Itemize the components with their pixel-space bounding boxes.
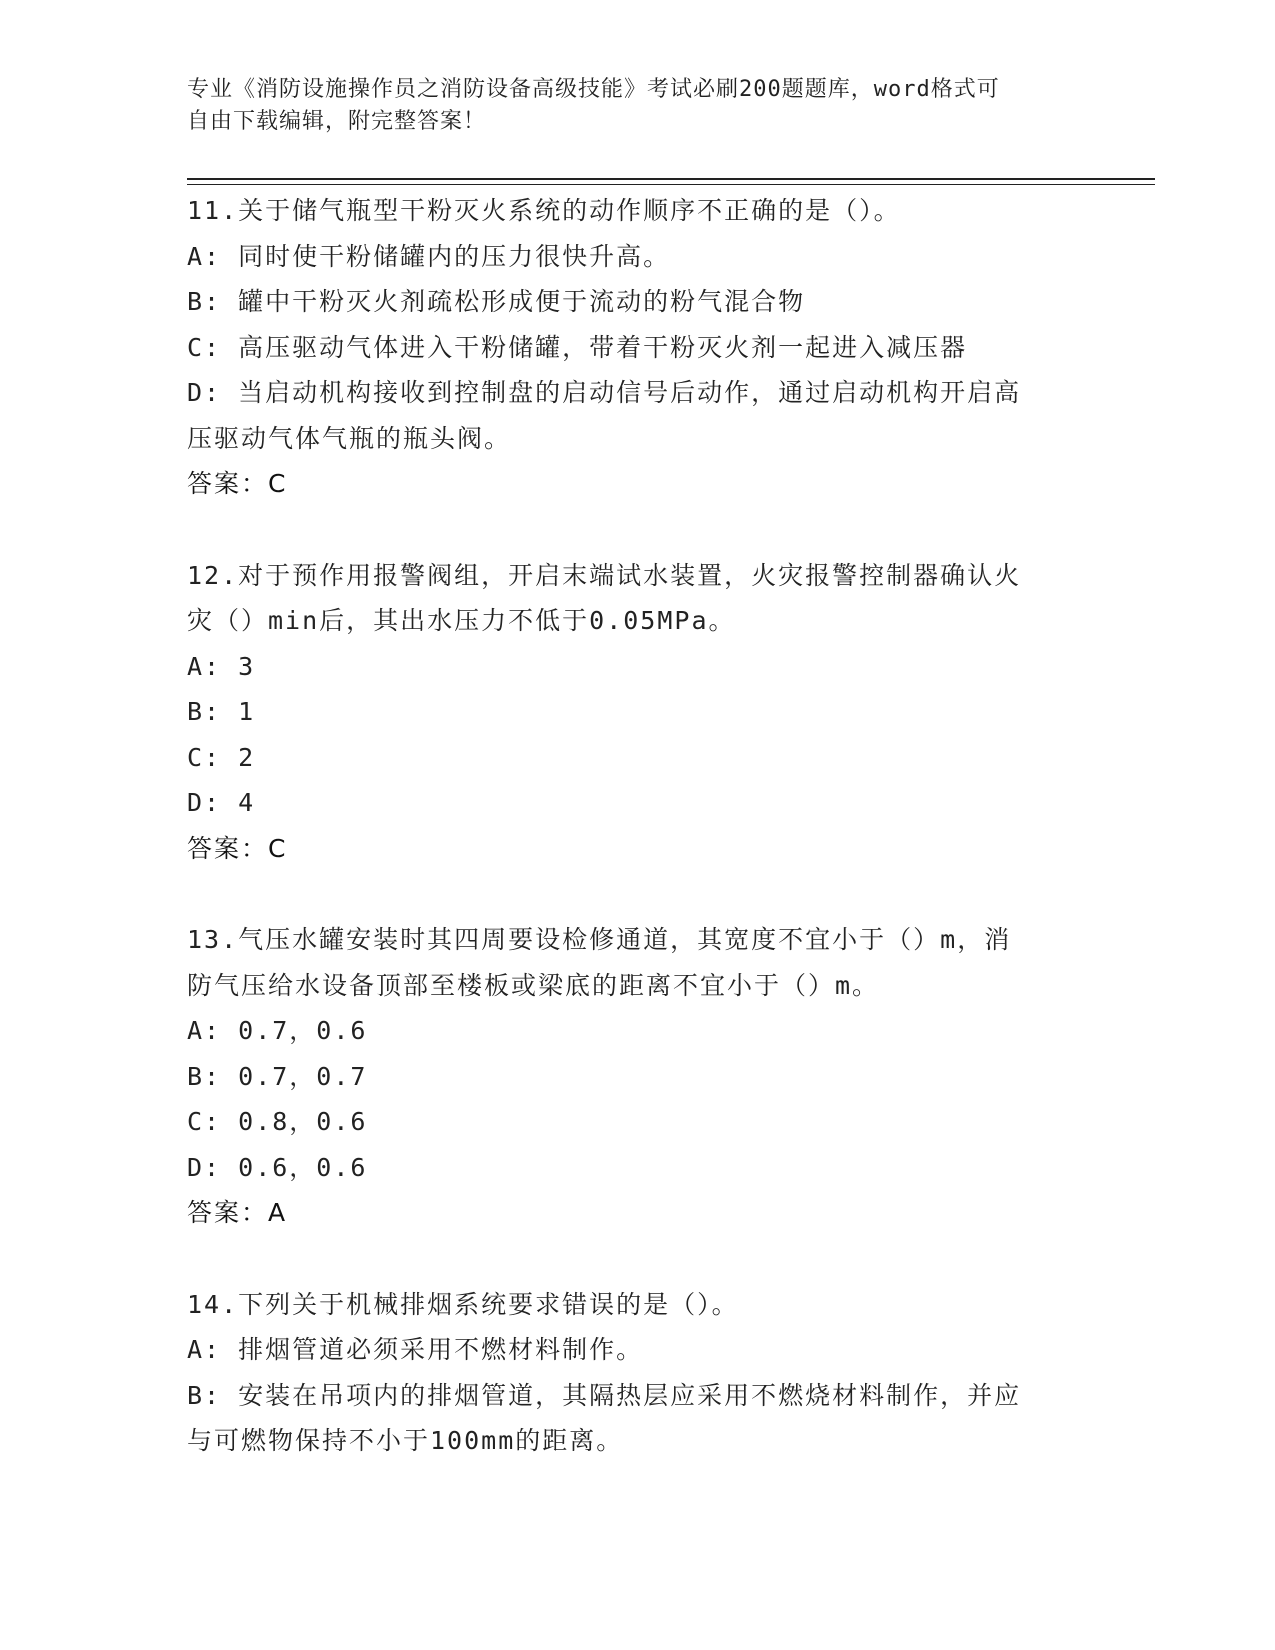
option-b: 与可燃物保持不小于100mm的距离。	[187, 1426, 624, 1455]
question-11	[187, 188, 1087, 507]
option-b: B: 0.7，0.7	[187, 1061, 368, 1091]
option-b: B: 1	[187, 697, 256, 726]
header-divider-thin	[187, 184, 1155, 185]
option-b: B: 罐中干粉灭火剂疏松形成便于流动的粉气混合物	[187, 287, 806, 316]
option-d: 压驱动气体气瓶的瓶头阀。	[187, 423, 512, 453]
question-list	[187, 188, 1087, 1510]
option-d: D: 0.6，0.6	[187, 1152, 368, 1182]
answer-label: 答案：C	[187, 833, 288, 863]
question-stem: 12.对于预作用报警阀组，开启末端试水装置，火灾报警控制器确认火	[187, 560, 1022, 590]
question-stem: 11.关于储气瓶型干粉灭火系统的动作顺序不正确的是（）。	[187, 196, 901, 225]
option-d: D: 当启动机构接收到控制盘的启动信号后动作，通过启动机构开启高	[187, 378, 1022, 407]
option-a: A: 0.7，0.6	[187, 1016, 368, 1045]
question-12	[187, 553, 1087, 872]
question-stem: 防气压给水设备顶部至楼板或梁底的距离不宜小于（）m。	[187, 970, 880, 1000]
option-c: C: 高压驱动气体进入干粉储罐，带着干粉灭火剂一起进入减压器	[187, 332, 968, 362]
question-stem: 13.气压水罐安装时其四周要设检修通道，其宽度不宜小于（）m，消	[187, 925, 1012, 954]
option-a: A: 同时使干粉储罐内的压力很快升高。	[187, 241, 671, 271]
option-c: C: 0.8，0.6	[187, 1107, 368, 1136]
header-line-1: 专业《消防设施操作员之消防设备高级技能》考试必刷200题题库，word格式可	[187, 77, 1000, 102]
answer-label: 答案：C	[187, 469, 288, 498]
option-a: A: 3	[187, 651, 256, 681]
question-14	[187, 1282, 1087, 1464]
header-divider-thick	[187, 178, 1155, 180]
option-c: C: 2	[187, 742, 256, 772]
option-b: B: 安装在吊项内的排烟管道，其隔热层应采用不燃烧材料制作，并应	[187, 1380, 1022, 1410]
document-header	[187, 74, 1067, 138]
question-stem: 灾（）min后，其出水压力不低于0.05MPa。	[187, 606, 736, 635]
option-d: D: 4	[187, 788, 256, 817]
header-line-2: 自由下载编辑，附完整答案！	[187, 109, 487, 134]
option-a: A: 排烟管道必须采用不燃材料制作。	[187, 1335, 644, 1364]
answer-label: 答案：A	[187, 1198, 288, 1227]
question-13	[187, 917, 1087, 1236]
question-stem: 14.下列关于机械排烟系统要求错误的是（）。	[187, 1289, 739, 1319]
